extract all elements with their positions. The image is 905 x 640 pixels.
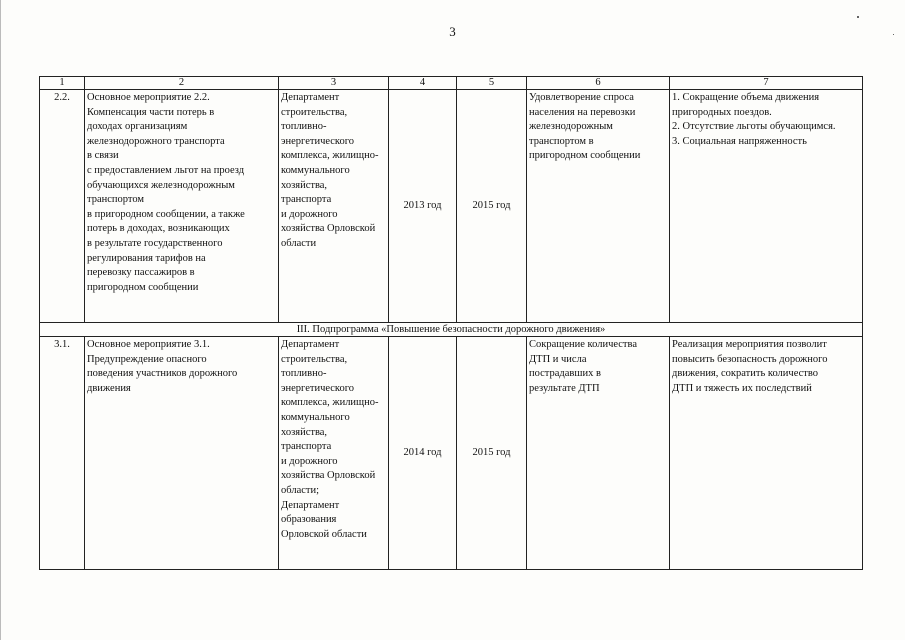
expected-result: Удовлетворение спроса населения на перевозки железнодорожным транспортом в пригородном сообщении (527, 90, 670, 323)
table-row-2-2 (40, 90, 863, 323)
page-number: 3 (449, 24, 456, 39)
row-number: 3.1. (40, 337, 85, 570)
end-year: 2015 год (457, 90, 527, 323)
table-row-3-1 (40, 337, 863, 570)
column-number: 5 (457, 77, 527, 90)
row-number: 2.2. (40, 90, 85, 323)
column-number: 3 (279, 77, 389, 90)
scan-speck (857, 16, 859, 18)
column-number: 4 (389, 77, 457, 90)
section-row (40, 323, 863, 337)
expected-result: Сокращение количества ДТП и числа пострадавших в результате ДТП (527, 337, 670, 570)
responsible-executor: Департамент строительства, топливно- энергетического комплекса, жилищно- коммунального хозяйства, транспорта и дорожного хозяйства Орловской области (279, 90, 389, 323)
column-number: 6 (527, 77, 670, 90)
responsible-executor: Департамент строительства, топливно- энергетического комплекса, жилищно- коммунального хозяйства, транспорта и дорожного хозяйства Орловской области; Департамент образования Орловской области (279, 337, 389, 570)
start-year: 2014 год (389, 337, 457, 570)
scan-edge-line (0, 0, 1, 640)
measure-name: Основное мероприятие 3.1. Предупреждение опасного поведения участников дорожного движения (85, 337, 279, 570)
column-number: 7 (670, 77, 863, 90)
non-implementation-consequences: 1. Сокращение объема движения пригородных поездов. 2. Отсутствие льготы обучающимся. 3. Социальная напряженность (670, 90, 863, 323)
end-year: 2015 год (457, 337, 527, 570)
column-number: 1 (40, 77, 85, 90)
measure-name: Основное мероприятие 2.2. Компенсация части потерь в доходах организациям железнодорожного транспорта в связи с предоставлением льгот на проезд обучающихся железнодорожным транспортом в пригородном сообщении, а также потерь в доходах, возникающих в результате государственного регулирования тарифов на перевозку пассажиров в пригородном сообщении (85, 90, 279, 323)
column-number: 2 (85, 77, 279, 90)
non-implementation-consequences: Реализация мероприятия позволит повысить безопасность дорожного движения, сократить количество ДТП и тяжесть их последствий (670, 337, 863, 570)
start-year: 2013 год (389, 90, 457, 323)
section-title: III. Подпрограмма «Повышение безопасности дорожного движения» (40, 323, 863, 337)
measures-table (39, 76, 863, 570)
column-number-row (40, 77, 863, 90)
